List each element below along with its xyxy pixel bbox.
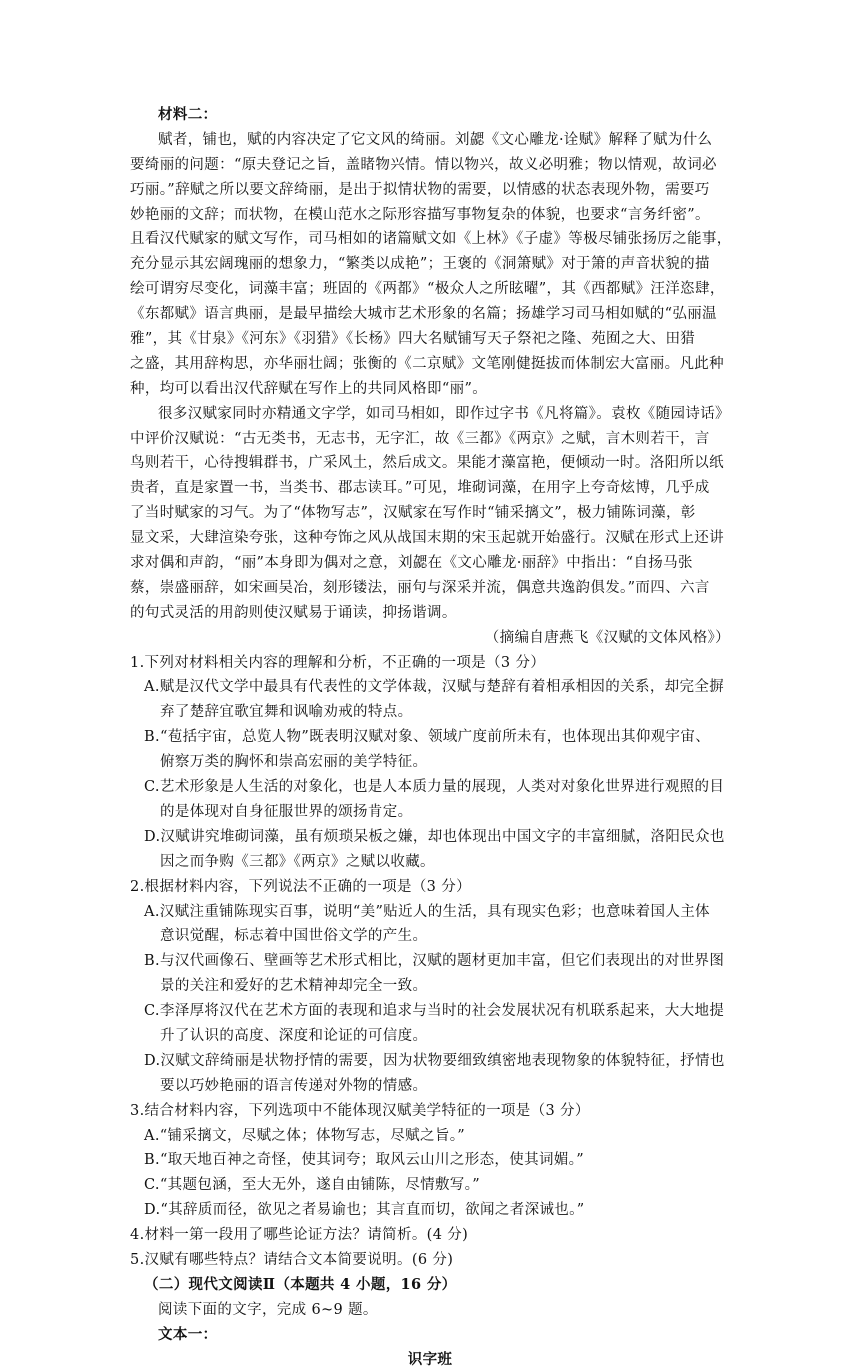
para1-line: 绘可谓穷尽变化，词藻丰富；班固的《两都》“极众人之所眩曜”，其《西都赋》汪洋恣肆， xyxy=(130,281,725,298)
question-5: 5.汉赋有哪些特点？请结合文本简要说明。(6 分) xyxy=(130,1251,454,1268)
q2-option-c-cont: 升了认识的高度、深度和论证的可信度。 xyxy=(160,1027,428,1044)
q1-option-a: A.赋是汉代文学中最具有代表性的文学体裁，汉赋与楚辞有着相承相因的关系，却完全摒 xyxy=(144,679,725,696)
para1-line: 雅”，其《甘泉》《河东》《羽猎》《长杨》四大名赋铺写天子祭祀之隆、苑囿之大、田猎 xyxy=(130,331,696,348)
q1-option-d-cont: 因之而争购《三都》《两京》之赋以收藏。 xyxy=(160,853,435,870)
question-3-stem: 3.结合材料内容，下列选项中不能体现汉赋美学特征的一项是（3 分） xyxy=(130,1102,590,1119)
q2-option-d-cont: 要以巧妙艳丽的语言传递对外物的情感。 xyxy=(160,1077,428,1094)
question-1-stem: 1.下列对材料相关内容的理解和分析，不正确的一项是（3 分） xyxy=(130,654,546,671)
para2-line: 蔡，崇盛丽辞，如宋画吴冶，刻形镂法，丽句与深采并流，偶意共逸韵俱发。”而四、六言 xyxy=(130,579,710,596)
para2-line: 贵者，直是家置一书，当类书、郡志读耳。”可见，堆砌词藻，在用字上夸奇炫博，几乎成 xyxy=(130,480,710,497)
q1-option-b: B.“苞括宇宙，总览人物”既表明汉赋对象、领域广度前所未有，也体现出其仰观宇宙、 xyxy=(144,729,711,746)
para2-line: 显文采，大肆渲染夸张，这种夸饰之风从战国末期的宋玉起就开始盛行。汉赋在形式上还讲 xyxy=(130,530,724,547)
q2-option-a-cont: 意识觉醒，标志着中国世俗文学的产生。 xyxy=(160,928,428,945)
part2-header: （二）现代文阅读Ⅱ（本题共 4 小题，16 分） xyxy=(144,1275,457,1293)
q1-option-c-cont: 的是体现对自身征服世界的颂扬肯定。 xyxy=(160,803,413,820)
section-title: 材料二： xyxy=(158,106,218,123)
q1-option-d: D.汉赋讲究堆砌词藻，虽有烦琐呆板之嫌，却也体现出中国文字的丰富细腻，洛阳民众也 xyxy=(144,828,725,845)
q2-option-a: A.汉赋注重铺陈现实百事，说明“美”贴近人的生活，具有现实色彩；也意味着国人主体 xyxy=(144,903,710,920)
para1-line: 巧丽。”辞赋之所以要文辞绮丽，是出于拟情状物的需要，以情感的状态表现外物，需要巧 xyxy=(130,181,710,198)
para1-line: 赋者，铺也，赋的内容决定了它文风的绮丽。刘勰《文心雕龙·诠赋》解释了赋为什么 xyxy=(158,131,713,148)
q2-option-d: D.汉赋文辞绮丽是状物抒情的需要，因为状物要细致缜密地表现物象的体貌特征，抒情也 xyxy=(144,1052,725,1069)
para1-line: 种，均可以看出汉代辞赋在写作上的共同风格即“丽”。 xyxy=(130,380,488,397)
q3-option-c: C.“其题包涵，至大无外，遂自由铺陈，尽情敷写。” xyxy=(144,1177,481,1194)
q2-option-b: B.与汉代画像石、壁画等艺术形式相比，汉赋的题材更加丰富，但它们表现出的对世界图 xyxy=(144,953,725,970)
q3-option-a: A.“铺采摛文，尽赋之体；体物写志，尽赋之旨。” xyxy=(144,1127,466,1144)
text1-title: 识字班 xyxy=(407,1350,453,1368)
para2-line: 的句式灵活的用韵则使汉赋易于诵读，抑扬谐调。 xyxy=(130,604,457,621)
q1-option-b-cont: 俯察万类的胸怀和崇高宏丽的美学特征。 xyxy=(160,754,428,771)
question-4: 4.材料一第一段用了哪些论证方法？请简析。(4 分) xyxy=(130,1227,469,1244)
q1-option-c: C.艺术形象是人生活的对象化，也是人本质力量的展现，人类对对象化世界进行观照的目 xyxy=(144,779,725,796)
q2-option-c: C.李泽厚将汉代在艺术方面的表现和追求与当时的社会发展状况有机联系起来，大大地提 xyxy=(144,1003,725,1020)
q3-option-d: D.“其辞质而径，欲见之者易谕也；其言直而切，欲闻之者深诫也。” xyxy=(144,1202,585,1219)
text1-label: 文本一： xyxy=(158,1325,218,1343)
para2-line: 求对偶和声韵，“丽”本身即为偶对之意，刘勰在《文心雕龙·丽辞》中指出：“自扬马张 xyxy=(130,555,693,572)
part2-instruction: 阅读下面的文字，完成 6~9 题。 xyxy=(158,1301,378,1318)
exam-page xyxy=(130,103,730,1372)
source-note: （摘编自唐燕飞《汉赋的文体风格》） xyxy=(484,629,730,646)
para2-line: 鸟则若干，心待搜辑群书，广采风土，然后成文。果能才藻富艳，便倾动一时。洛阳所以纸 xyxy=(130,455,724,472)
para2-line: 中评价汉赋说：“古无类书，无志书，无字汇，故《三都》《两京》之赋，言木则若干，言 xyxy=(130,430,710,447)
q2-option-b-cont: 景的关注和爱好的艺术精神却完全一致。 xyxy=(160,978,428,995)
q1-option-a-cont: 弃了楚辞宜歌宜舞和讽喻劝戒的特点。 xyxy=(160,704,413,721)
para1-line: 妙艳丽的文辞；而状物，在模山范水之际形容描写事物复杂的体貌，也要求“言务纤密”。 xyxy=(130,206,710,223)
para2-line: 很多汉赋家同时亦精通文字学，如司马相如，即作过字书《凡将篇》。袁枚《随园诗话》 xyxy=(158,405,730,422)
para1-line: 《东都赋》语言典丽，是最早描绘大城市艺术形象的名篇；扬雄学习司马相如赋的“弘丽温 xyxy=(130,306,717,323)
para1-line: 要绮丽的问题：“原夫登记之旨，盖睹物兴情。情以物兴，故义必明雅；物以情观，故词必 xyxy=(130,156,717,173)
para1-line: 充分显示其宏阔瑰丽的想象力，“繁类以成艳”；王褒的《洞箫赋》对于箫的声音状貌的描 xyxy=(130,256,710,273)
para1-line: 之盛，其用辞构思，亦华丽壮阔；张衡的《二京赋》文笔刚健挺拔而体制宏大富丽。凡此种 xyxy=(130,355,724,372)
para2-line: 了当时赋家的习气。为了“体物写志”，汉赋家在写作时“铺采摛文”，极力铺陈词藻，彰 xyxy=(130,505,696,522)
question-2-stem: 2.根据材料内容，下列说法不正确的一项是（3 分） xyxy=(130,878,471,895)
q3-option-b: B.“取天地百神之奇怪，使其词夸；取风云山川之形态，使其词媚。” xyxy=(144,1152,585,1169)
para1-line: 且看汉代赋家的赋文写作，司马相如的诸篇赋文如《上林》《子虚》等极尽铺张扬厉之能事， xyxy=(130,231,732,248)
